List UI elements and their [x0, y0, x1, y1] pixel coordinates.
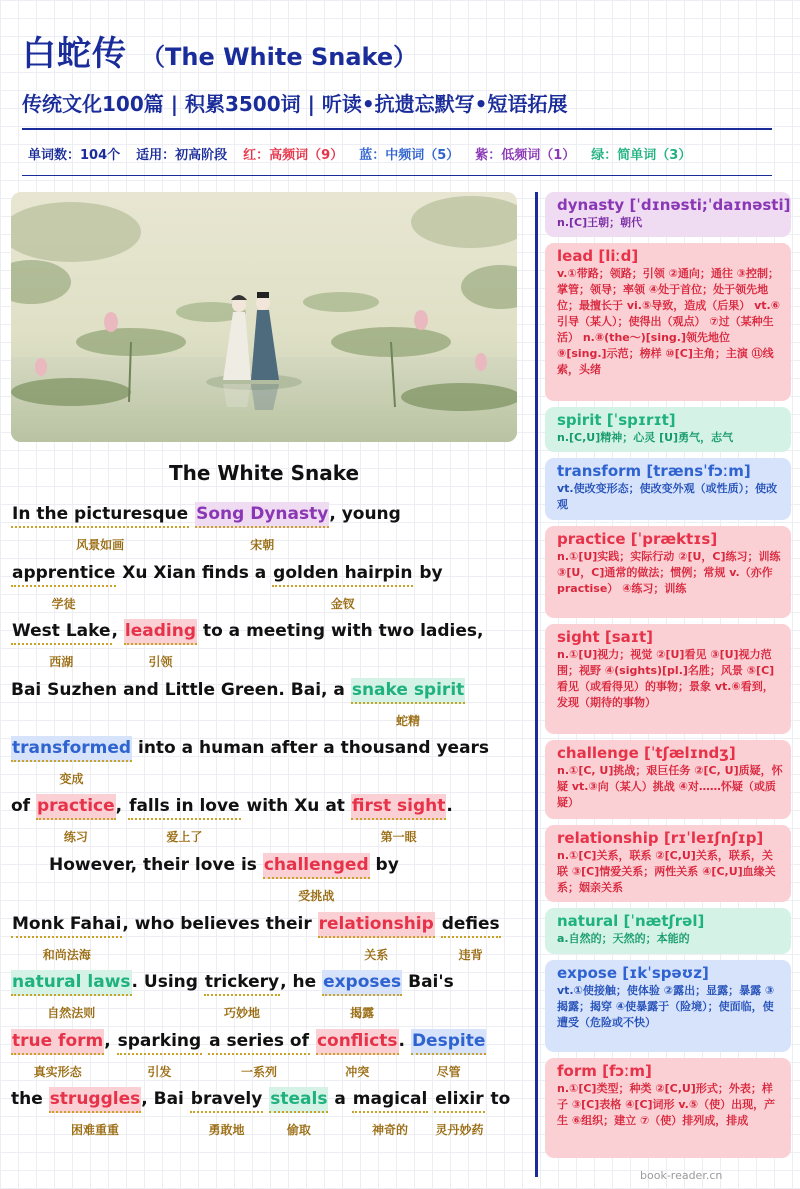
- vocab-word[interactable]: [316, 1026, 399, 1079]
- word-english: conflicts: [316, 1029, 399, 1055]
- vocab-card-expose[interactable]: [545, 960, 791, 1052]
- vocab-definition: n.①[U]实践；实际行动 ②[U，C]练习；训练 ③[U，C]通常的做法；惯例；常规 v.（亦作practise） ④练习；训练: [557, 550, 781, 595]
- story-sentence: [11, 1084, 511, 1137]
- story-text-fragment: with Xu at: [240, 796, 351, 816]
- vocab-card-form[interactable]: [545, 1058, 791, 1158]
- stat-red-count: 红：高频词（9）: [243, 148, 344, 163]
- story-text-fragment: to: [484, 1089, 511, 1109]
- vocab-word-text: form: [557, 1062, 597, 1080]
- word-stats-bar: [28, 144, 691, 163]
- word-english: trickery: [204, 970, 280, 996]
- word-english: challenged: [263, 853, 370, 879]
- vocab-card-lead[interactable]: [545, 243, 791, 401]
- word-english: a series of: [208, 1029, 310, 1055]
- word-gloss: 尽管: [436, 1065, 461, 1079]
- story-text-fragment: Bai's: [402, 972, 454, 992]
- vocab-headword: [557, 1062, 783, 1080]
- vocab-phonetic: [ˈspɪrɪt]: [606, 411, 676, 429]
- story-text-fragment: into a human after a thousand years: [132, 738, 490, 758]
- word-gloss: 学徒: [51, 597, 76, 611]
- vocab-phonetic: [ˈpræktɪs]: [630, 530, 718, 548]
- vocab-word[interactable]: [128, 791, 241, 844]
- story-text-fragment: . Using: [131, 972, 204, 992]
- word-english: In the picturesque: [11, 502, 189, 528]
- story-text-fragment: , young: [329, 504, 401, 524]
- stat-word-count: 单词数：104个: [28, 148, 121, 163]
- vocab-headword: [557, 964, 783, 982]
- story-line: [11, 675, 465, 731]
- story-line: [11, 850, 399, 906]
- stats-divider: [22, 175, 772, 176]
- stat-green-count: 绿：简单词（3）: [591, 148, 692, 163]
- lotus-pond-painting-icon: [11, 192, 517, 442]
- word-gloss: 灵丹妙药: [435, 1123, 484, 1137]
- word-gloss: 引发: [147, 1065, 172, 1079]
- story-sentence: [11, 616, 484, 669]
- vocab-definition: vt.使改变形态；使改变外观（或性质）；使改观: [557, 482, 778, 511]
- header-divider: [22, 128, 772, 130]
- vocab-word-text: relationship: [557, 829, 659, 847]
- word-english: defies: [441, 912, 501, 938]
- story-line: [11, 499, 401, 555]
- vocab-word-text: practice: [557, 530, 626, 548]
- story-text-fragment: .: [398, 1031, 411, 1051]
- vocab-word[interactable]: [322, 967, 402, 1020]
- story-text-fragment: , who believes their: [122, 914, 318, 934]
- story-sentence: [11, 967, 454, 1020]
- vocab-word-text: transform: [557, 462, 642, 480]
- word-english: relationship: [318, 912, 435, 938]
- word-english: elixir: [434, 1087, 484, 1113]
- vocab-word-text: dynasty: [557, 196, 625, 214]
- story-text-fragment: , Bai: [141, 1089, 190, 1109]
- vocab-card-relationship[interactable]: [545, 825, 791, 902]
- column-divider: [535, 192, 538, 1177]
- word-english: Despite: [411, 1029, 486, 1055]
- vocab-word[interactable]: [36, 791, 116, 844]
- vocab-word[interactable]: [195, 499, 329, 552]
- vocab-definition: n.[C,U]精神；心灵 [U]勇气，志气: [557, 431, 734, 444]
- story-line: [11, 1026, 486, 1082]
- story-sentence: [11, 909, 501, 962]
- vocab-phonetic: [ˈnætʃrəl]: [623, 912, 705, 930]
- vocab-definition: v.①带路；领路；引领 ②通向；通往 ③控制；掌管；领导；率领 ④处于首位；处于领先地位；最擅长于 vi.⑤导致，造成（后果） vt.⑥引导（某人）；使得出（观点） ⑦过（某种生活） n.⑧(the～)[sing.]领先地位 ⑨[sing.]示范；榜样 ⑩[C]主角；主演 ⑪线索，头绪: [557, 267, 781, 376]
- word-gloss: 揭露: [350, 1006, 375, 1020]
- vocab-definition: n.①[C]类型；种类 ②[C,U]形式；外表；样子 ③[C]表格 ④[C]词形 v.⑤（使）出现，产生 ⑥组织；建立 ⑦（使）排列成，排成: [557, 1082, 776, 1127]
- word-gloss: 勇敢地: [208, 1123, 245, 1137]
- vocab-word-text: lead: [557, 247, 594, 265]
- word-english: magical: [352, 1087, 429, 1113]
- story-text-fragment: by: [413, 563, 443, 583]
- vocab-word-text: natural: [557, 912, 619, 930]
- word-english: first sight: [351, 794, 447, 820]
- word-gloss: 西湖: [49, 655, 74, 669]
- story-text-fragment: a: [328, 1089, 352, 1109]
- story-text-fragment: the: [11, 1089, 49, 1109]
- vocab-definition: n.[C]王朝；朝代: [557, 216, 643, 229]
- story-text-fragment: by: [369, 855, 399, 875]
- story-text-fragment: ,: [115, 796, 129, 816]
- story-text-fragment: Xu Xian finds a: [116, 563, 273, 583]
- story-line: [11, 1084, 510, 1140]
- word-gloss: 真实形态: [33, 1065, 82, 1079]
- vocab-word[interactable]: [11, 558, 116, 611]
- story-text-fragment: Bai Suzhen and Little Green. Bai, a: [11, 680, 351, 700]
- story-line: [11, 967, 454, 1023]
- word-gloss: 违背: [458, 948, 483, 962]
- story-line: [11, 791, 453, 847]
- word-english: bravely: [190, 1087, 264, 1113]
- page-title: [22, 26, 417, 75]
- vocab-headword: [557, 247, 783, 265]
- title-english: （The White Snake）: [141, 43, 418, 71]
- story-sentence: [11, 558, 443, 611]
- vocab-phonetic: [fɔːm]: [602, 1062, 652, 1080]
- word-english: struggles: [49, 1087, 142, 1113]
- word-english: West Lake: [11, 619, 112, 645]
- word-gloss: 冲突: [345, 1065, 370, 1079]
- vocab-word-text: challenge: [557, 744, 639, 762]
- vocab-headword: [557, 829, 783, 847]
- vocab-phonetic: [saɪt]: [604, 628, 654, 646]
- word-english: Monk Fahai: [11, 912, 122, 938]
- vocab-definition: n.①[C, U]挑战；艰巨任务 ②[C, U]质疑，怀疑 vt.③向（某人）挑战 ④对……怀疑（或质疑）: [557, 764, 783, 809]
- vocab-word[interactable]: [318, 909, 435, 962]
- vocab-word[interactable]: [117, 1026, 203, 1079]
- word-gloss: 受挑战: [298, 889, 335, 903]
- vocab-card-sight[interactable]: [545, 624, 791, 734]
- vocab-headword: [557, 196, 791, 214]
- word-gloss: 巧妙地: [223, 1006, 260, 1020]
- vocab-phonetic: [ˈdɪnəsti;ˈdaɪnəsti]: [629, 196, 791, 214]
- stat-blue-count: 蓝：中频词（5）: [359, 148, 460, 163]
- vocab-word[interactable]: [434, 1084, 484, 1137]
- vocab-definition: n.①[C]关系，联系 ②[C,U]关系，联系，关联 ③[C]情爱关系；两性关系 ④[C,U]血缘关系；姻亲关系: [557, 849, 776, 894]
- word-gloss: 一系列: [241, 1065, 278, 1079]
- vocab-card-transform[interactable]: [545, 458, 791, 520]
- story-line: [11, 733, 489, 789]
- word-english: true form: [11, 1029, 104, 1055]
- vocab-word[interactable]: [11, 1026, 104, 1079]
- story-text-fragment: ,: [111, 621, 124, 641]
- vocab-card-practice[interactable]: [545, 526, 791, 618]
- word-gloss: 神奇的: [372, 1123, 409, 1137]
- story-line: [11, 558, 443, 614]
- word-gloss: 练习: [63, 830, 88, 844]
- vocab-phonetic: [trænsˈfɔːm]: [646, 462, 751, 480]
- word-gloss: 自然法则: [47, 1006, 96, 1020]
- word-english: steals: [269, 1087, 328, 1113]
- word-gloss: 偷取: [286, 1123, 311, 1137]
- vocab-word[interactable]: [263, 850, 370, 903]
- story-text-fragment: of: [11, 796, 36, 816]
- vocab-headword: [557, 912, 783, 930]
- story-line: [11, 616, 484, 672]
- vocab-definition: vt.①使接触；使体验 ②露出；显露；暴露 ③揭露；揭穿 ④使暴露于（险境）；使面临，使遭受（危险或不快）: [557, 984, 775, 1029]
- story-text-fragment: to a meeting with two ladies,: [197, 621, 484, 641]
- stat-purple-count: 紫：低频词（1）: [475, 148, 576, 163]
- vocab-card-dynasty[interactable]: [545, 192, 791, 237]
- word-gloss: 关系: [364, 948, 389, 962]
- vocab-word[interactable]: [11, 616, 112, 669]
- word-gloss: 风景如画: [76, 538, 125, 552]
- word-english: natural laws: [11, 970, 132, 996]
- title-chinese: 白蛇传: [22, 34, 127, 74]
- vocab-word[interactable]: [351, 791, 447, 844]
- vocab-card-spirit[interactable]: [545, 407, 791, 452]
- word-gloss: 第一眼: [380, 830, 417, 844]
- word-gloss: 变成: [59, 772, 84, 786]
- vocab-card-natural[interactable]: [545, 908, 791, 954]
- vocab-word[interactable]: [441, 909, 501, 962]
- vocab-word[interactable]: [11, 967, 132, 1020]
- word-gloss: 金钗: [330, 597, 355, 611]
- story-sentence: [11, 675, 465, 728]
- vocab-phonetic: [ɪkˈspəʊz]: [622, 964, 709, 982]
- story-line: [11, 909, 501, 965]
- vocab-word[interactable]: [352, 1084, 429, 1137]
- word-english: Song Dynasty: [195, 502, 329, 528]
- word-english: golden hairpin: [272, 561, 413, 587]
- story-sentence: [11, 1026, 486, 1079]
- word-english: exposes: [322, 970, 402, 996]
- stat-level: 适用：初高阶段: [136, 148, 228, 163]
- story-sentence: [11, 850, 399, 903]
- vocab-headword: [557, 411, 783, 429]
- vocab-phonetic: [rɪˈleɪʃnʃɪp]: [663, 829, 764, 847]
- page-subtitle: 传统文化100篇 | 积累3500词 | 听读•抗遗忘默写•短语拓展: [22, 92, 568, 116]
- word-english: apprentice: [11, 561, 116, 587]
- story-sentence: [11, 499, 401, 552]
- vocab-word[interactable]: [49, 1084, 142, 1137]
- vocab-word[interactable]: [11, 909, 122, 962]
- vocab-word[interactable]: [11, 733, 132, 786]
- vocab-word[interactable]: [269, 1084, 328, 1137]
- vocab-headword: [557, 628, 783, 646]
- word-gloss: 困难重重: [70, 1123, 119, 1137]
- vocab-phonetic: [ˈtʃælɪndʒ]: [643, 744, 736, 762]
- word-gloss: 引领: [148, 655, 173, 669]
- word-english: transformed: [11, 736, 132, 762]
- word-gloss: 爱上了: [166, 830, 203, 844]
- word-english: practice: [36, 794, 116, 820]
- vocab-headword: [557, 530, 783, 548]
- word-english: falls in love: [128, 794, 241, 820]
- vocab-word-text: sight: [557, 628, 600, 646]
- vocab-word[interactable]: [208, 1026, 310, 1079]
- vocab-word-text: spirit: [557, 411, 602, 429]
- word-gloss: 和尚法海: [42, 948, 91, 962]
- vocab-card-challenge[interactable]: [545, 740, 791, 819]
- story-sentence: [11, 791, 453, 844]
- word-english: leading: [124, 619, 197, 645]
- vocab-definition: a.自然的；天然的；本能的: [557, 932, 690, 945]
- story-sentence: [11, 733, 490, 786]
- story-text-fragment: ,: [104, 1031, 117, 1051]
- word-english: snake spirit: [351, 678, 465, 704]
- vocab-word[interactable]: [351, 675, 465, 728]
- story-title: The White Snake: [168, 461, 360, 485]
- word-gloss: 宋朝: [250, 538, 275, 552]
- story-text-fragment: However, their love is: [49, 855, 263, 875]
- vocab-word[interactable]: [204, 967, 280, 1020]
- vocab-headword: [557, 744, 783, 762]
- vocab-word[interactable]: [411, 1026, 486, 1079]
- vocab-word[interactable]: [11, 499, 189, 552]
- word-english: sparking: [117, 1029, 203, 1055]
- vocab-word[interactable]: [124, 616, 197, 669]
- watermark: book-reader.cn: [640, 1169, 723, 1182]
- vocab-phonetic: [liːd]: [598, 247, 639, 265]
- vocab-word-text: expose: [557, 964, 617, 982]
- vocab-word[interactable]: [190, 1084, 264, 1137]
- vocab-word[interactable]: [272, 558, 413, 611]
- story-text-fragment: .: [446, 796, 453, 816]
- vocab-definition: n.①[U]视力；视觉 ②[U]看见 ③[U]视力范围；视野 ④(sights)[pl.]名胜；风景 ⑤[C]看见（或看得见）的事物；景象 vt.⑥看到，发现（期待的事物）: [557, 648, 775, 709]
- story-text-fragment: , he: [280, 972, 323, 992]
- vocab-headword: [557, 462, 783, 480]
- word-gloss: 蛇精: [396, 714, 421, 728]
